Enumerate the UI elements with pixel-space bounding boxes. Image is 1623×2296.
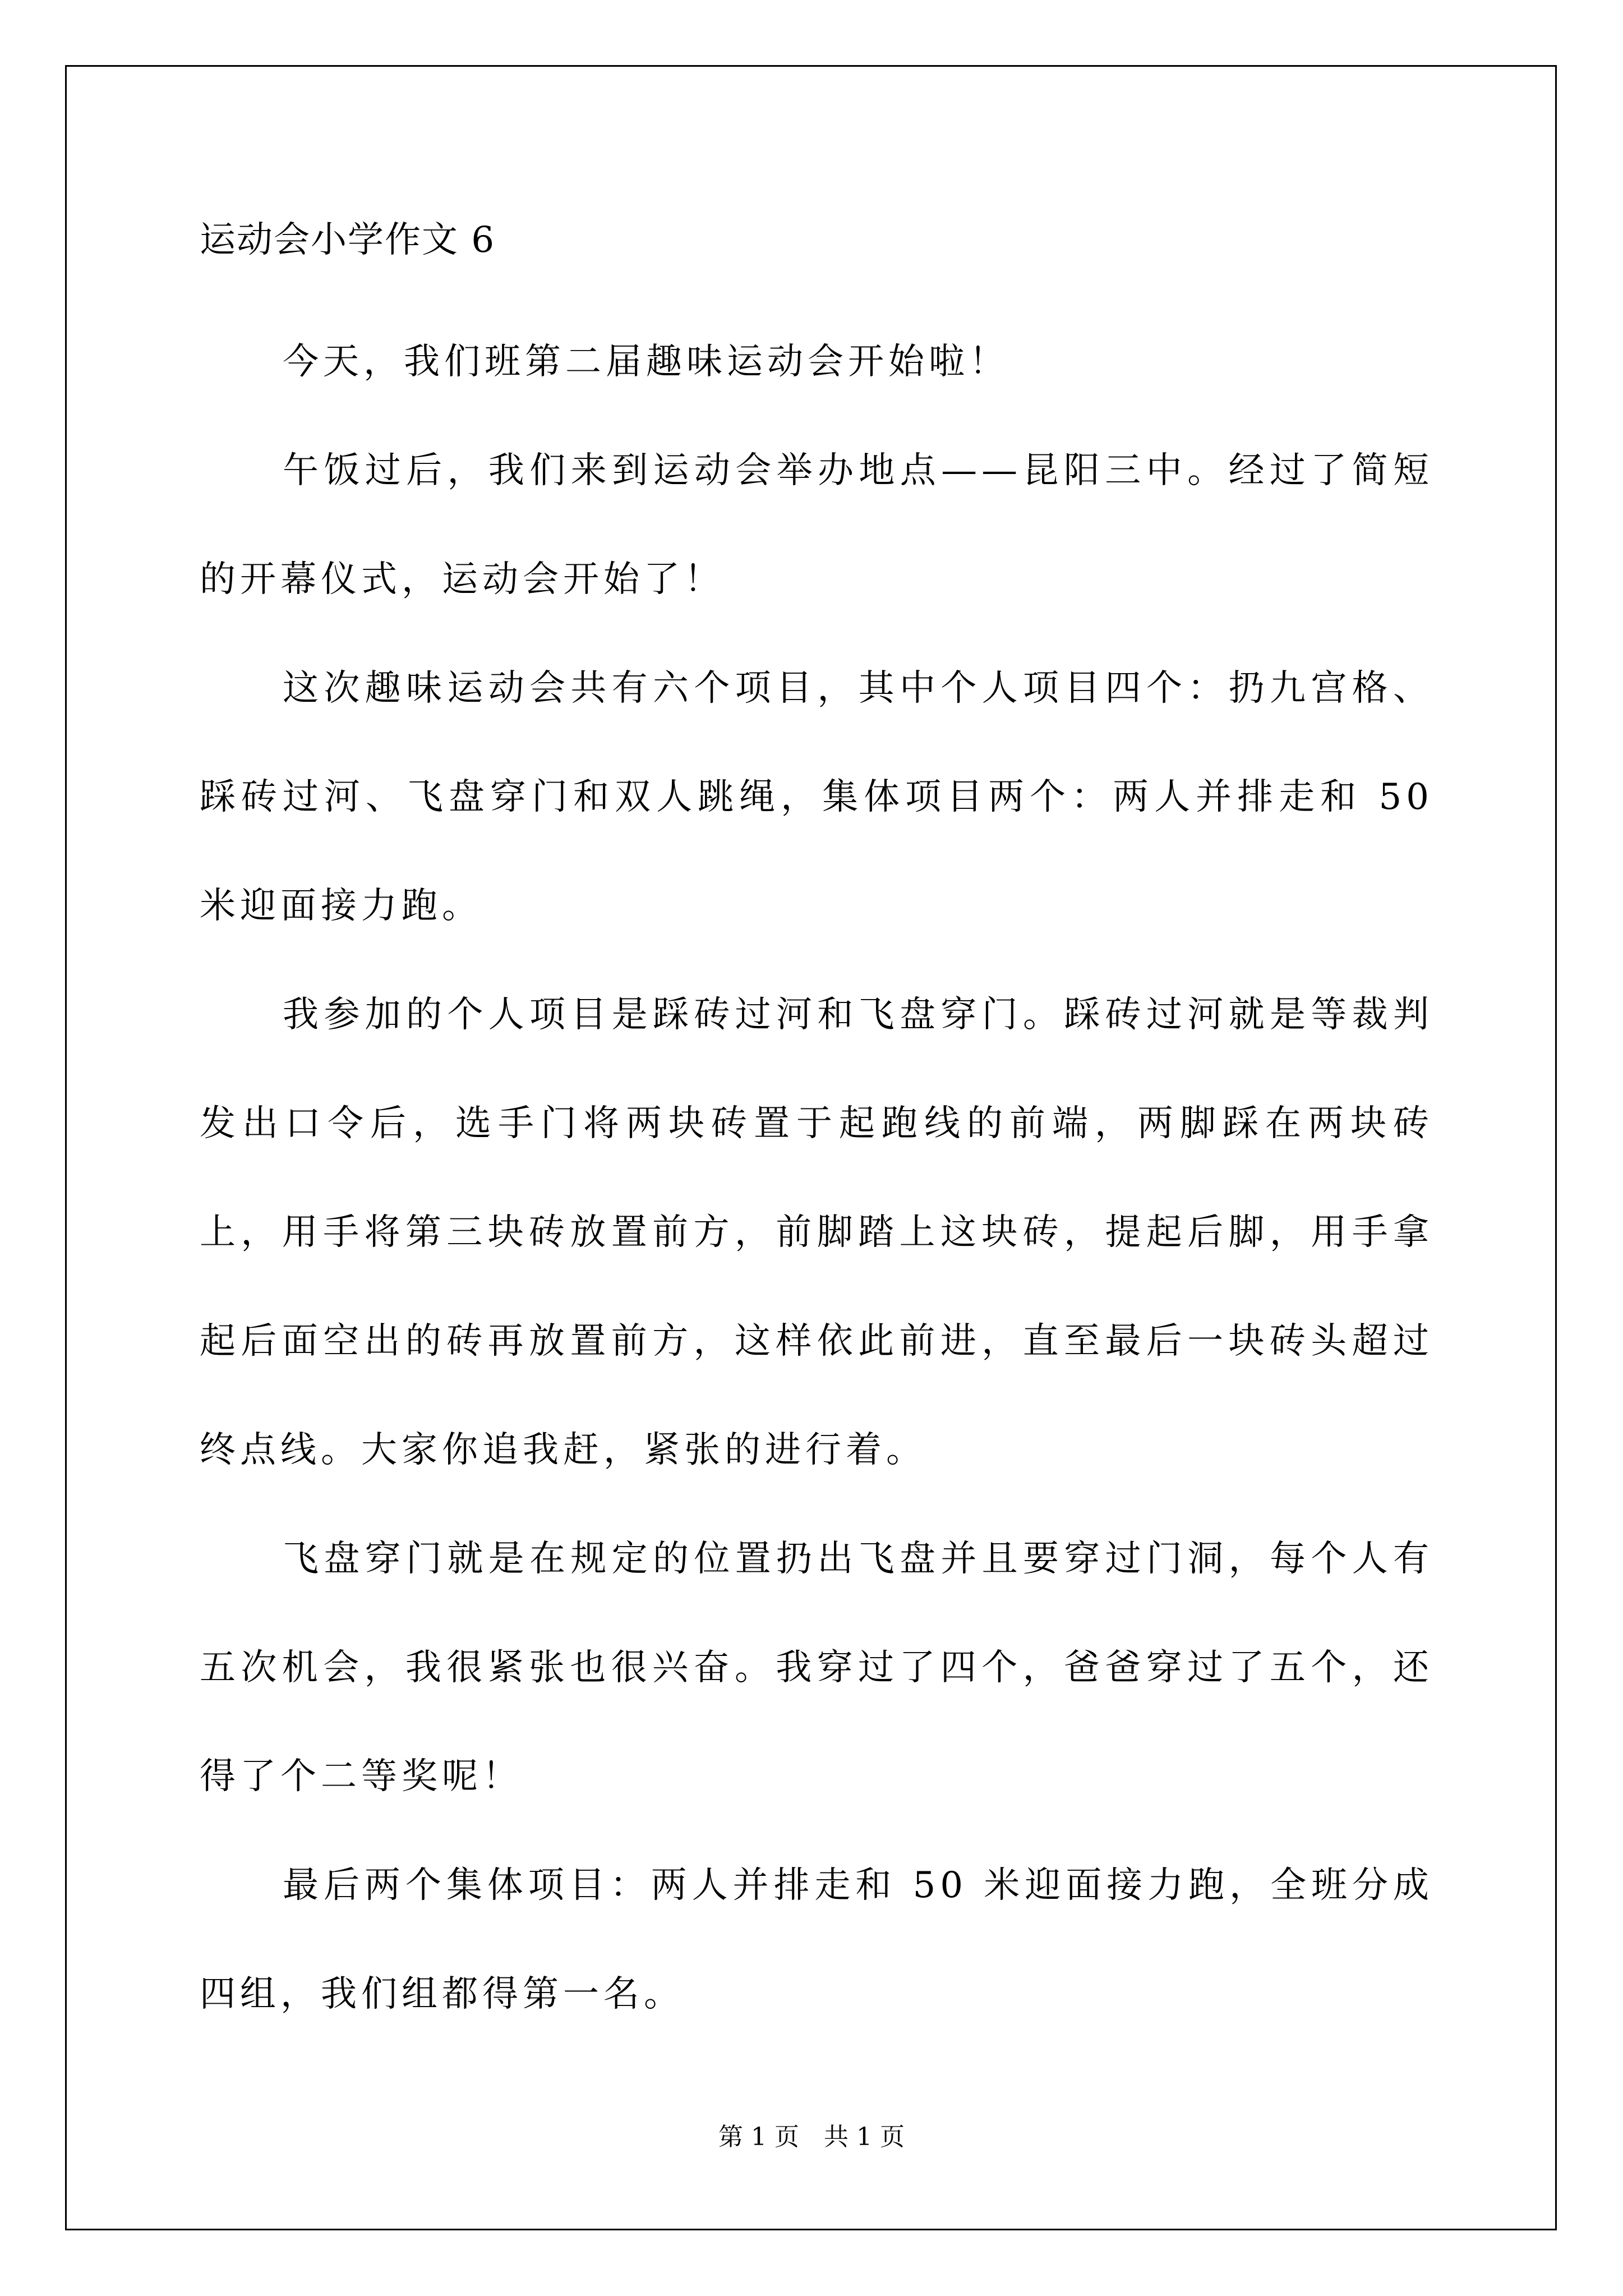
paragraph-2: 午饭过后，我们来到运动会举办地点——昆阳三中。经过了简短的开幕仪式，运动会开始了！ bbox=[200, 450, 1433, 600]
paragraph-6: 最后两个集体项目：两人并排走和 50 米迎面接力跑，全班分成四组，我们组都得第一名。 bbox=[200, 1865, 1433, 2015]
paragraph-3: 这次趣味运动会共有六个项目，其中个人项目四个：扔九宫格、踩砖过河、飞盘穿门和双人跳绳，集体项目两个：两人并排走和 50 米迎面接力跑。 bbox=[200, 668, 1433, 927]
document-body bbox=[200, 213, 1433, 2049]
page-footer: 第 1 页 共 1 页 bbox=[718, 2123, 905, 2151]
paragraph-1: 今天，我们班第二届趣味运动会开始啦！ bbox=[283, 341, 1009, 383]
paragraph-4: 我参加的个人项目是踩砖过河和飞盘穿门。踩砖过河就是等裁判发出口令后，选手门将两块砖置于起跑线的前端，两脚踩在两块砖上，用手将第三块砖放置前方，前脚踏上这块砖，提起后脚，用手拿起后面空出的砖再放置前方，这样依此前进，直至最后一块砖头超过终点线。大家你追我赶，紧张的进行着。 bbox=[200, 994, 1433, 1471]
paragraph-5: 飞盘穿门就是在规定的位置扔出飞盘并且要穿过门洞，每个人有五次机会，我很紧张也很兴奋。我穿过了四个，爸爸穿过了五个，还得了个二等奖呢！ bbox=[200, 1538, 1433, 1797]
document-title: 运动会小学作文 6 bbox=[200, 219, 496, 261]
